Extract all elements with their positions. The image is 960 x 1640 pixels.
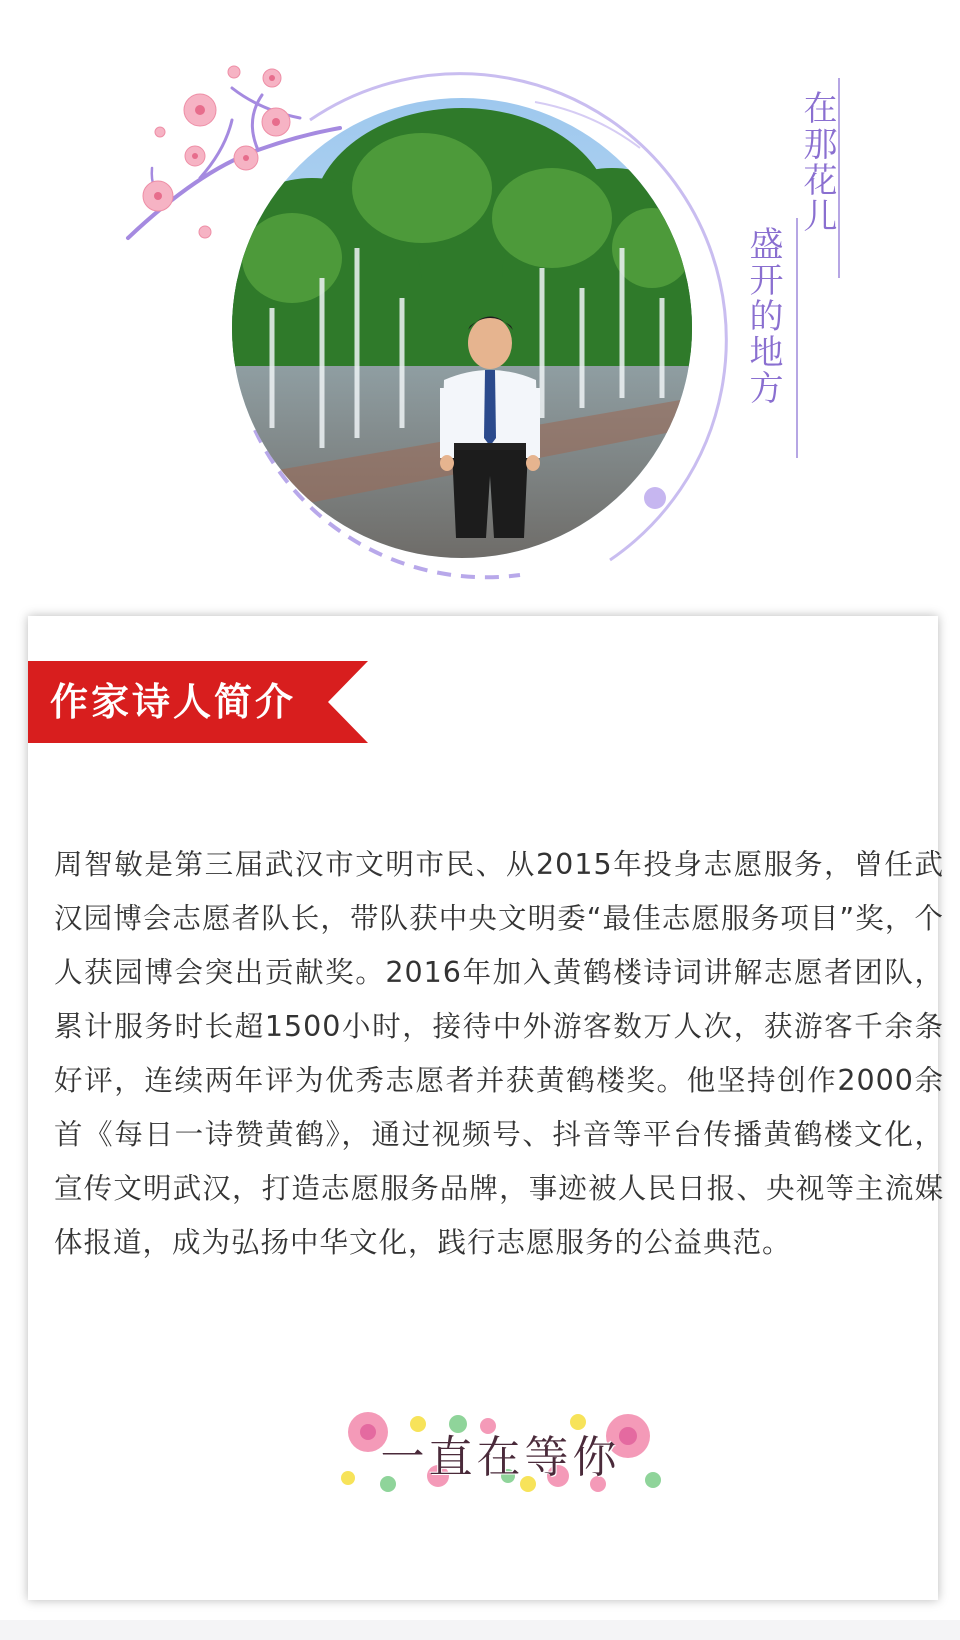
waiting-for-you-image — [328, 1406, 673, 1500]
section-title-banner — [28, 661, 368, 743]
waiting-for-you-text: 一直在等你 — [380, 1432, 621, 1483]
bottom-strip — [0, 1620, 960, 1640]
section-title: 作家诗人简介 — [50, 680, 297, 724]
vertical-caption-1 — [797, 90, 837, 234]
caption-text-1: 在那花儿 — [797, 90, 837, 234]
intro-card — [28, 616, 944, 1600]
bio-paragraph: 周智敏是第三届武汉市文明市民、从2015年投身志愿服务，曾任武汉园博会志愿者队长，带队获中央文明委“最佳志愿服务项目”奖，个人获园博会突出贡献奖。2016年加入黄鹤楼诗词讲解志愿者团队，累计服务时长超1500小时，接待中外游客数万人次，获游客千余条好评，连续两年评为优秀志愿者并获黄鹤楼奖。他坚持创作2000余首《每日一诗赞黄鹤》，通过视频号、抖音等平台传播黄鹤楼文化，宣传文明武汉，打造志愿服务品牌，事迹被人民日报、央视等主流媒体报道，成为弘扬中华文化，践行志愿服务的公益典范。 — [54, 848, 944, 1259]
caption-text-2: 盛开的地方 — [743, 226, 783, 406]
header-section — [0, 0, 960, 600]
profile-photo — [232, 98, 692, 558]
vertical-caption-2 — [743, 226, 783, 406]
vertical-divider-left — [796, 218, 798, 458]
